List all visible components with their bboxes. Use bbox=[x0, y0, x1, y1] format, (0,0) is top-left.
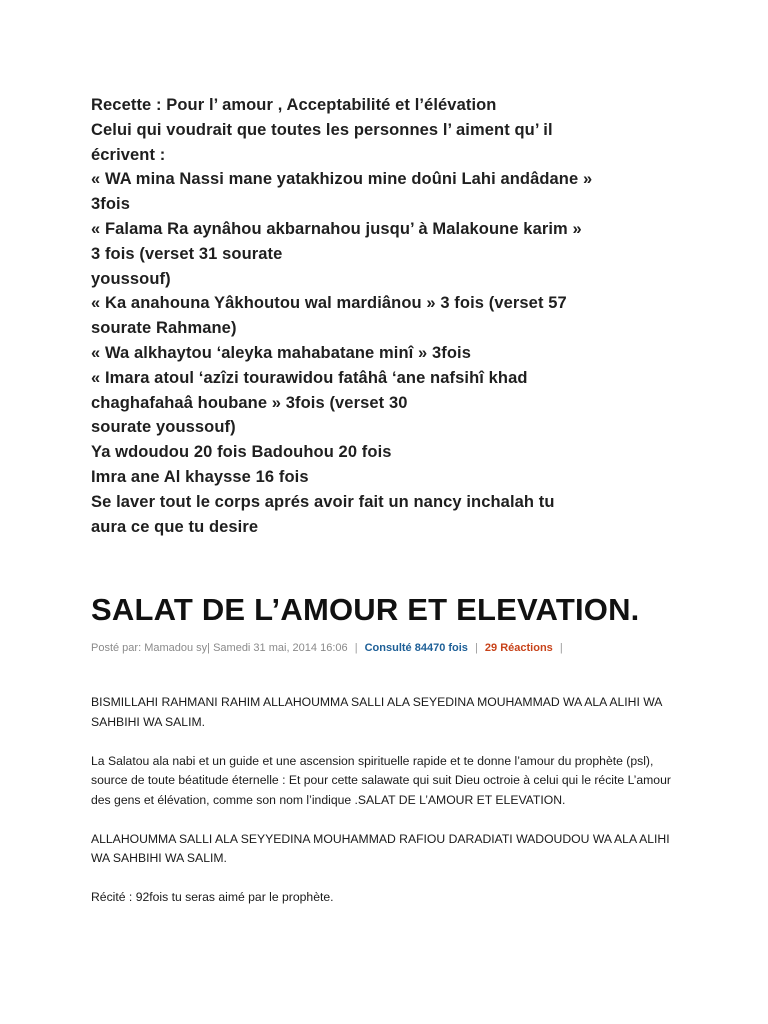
article-paragraph: BISMILLAHI RAHMANI RAHIM ALLAHOUMMA SALLI ALA SEYEDINA MOUHAMMAD WA ALA ALIHI WA SAHBIHI WA SALIM. bbox=[91, 695, 662, 729]
recipe-line: aura ce que tu desire bbox=[91, 517, 259, 536]
recipe-line: « Ka anahouna Yâkhoutou wal mardiânou » 3 fois (verset 57 bbox=[91, 294, 567, 313]
recipe-line: Celui qui voudrait que toutes les personnes l’ aiment qu’ il bbox=[91, 120, 553, 139]
recipe-line: sourate Rahmane) bbox=[91, 319, 237, 338]
recipe-line: Ya wdoudou 20 fois Badouhou 20 fois bbox=[91, 443, 392, 462]
recipe-line: « Imara atoul ‘azîzi tourawidou fatâhâ ‘ane nafsihî khad bbox=[91, 368, 528, 387]
recipe-line: chaghafahaâ houbane » 3fois (verset 30 bbox=[91, 393, 408, 412]
recipe-line: Imra ane Al khaysse 16 fois bbox=[91, 467, 309, 486]
article-title: SALAT DE L’AMOUR ET ELEVATION. bbox=[91, 592, 640, 627]
recipe-line: Recette : Pour l’ amour , Acceptabilité et l’élévation bbox=[91, 96, 497, 114]
reactions-link[interactable]: 29 Réactions bbox=[484, 642, 553, 654]
recipe-block bbox=[91, 93, 691, 539]
view-count-link[interactable]: Consulté 84470 fois bbox=[364, 642, 468, 654]
meta-separator: | bbox=[354, 642, 358, 654]
meta-separator: | bbox=[559, 642, 563, 654]
recipe-line: écrivent : bbox=[91, 145, 166, 164]
recipe-line: Se laver tout le corps aprés avoir fait un nancy inchalah tu bbox=[91, 492, 555, 511]
recipe-line: sourate youssouf) bbox=[91, 418, 236, 437]
article-meta bbox=[91, 642, 567, 654]
recipe-line: « WA mina Nassi mane yatakhizou mine doûni Lahi andâdane » bbox=[91, 170, 593, 189]
article-paragraph: ALLAHOUMMA SALLI ALA SEYYEDINA MOUHAMMAD RAFIOU DARADIATI WADOUDOU WA ALA ALIHI WA SAHBIHI WA SALIM. bbox=[91, 831, 670, 865]
posted-by: Posté par: Mamadou sy| Samedi 31 mai, 2014 16:06 bbox=[91, 642, 348, 654]
article-paragraph: La Salatou ala nabi et un guide et une ascension spirituelle rapide et te donne l’amour du prophète (psl), source de toute béatitude éternelle : Et pour cette salawate qui suit Dieu octroie à celui qui le récite L’amour des gens et élévation, comme son nom l’indique .SALAT DE L’AMOUR ET ELEVATION. bbox=[91, 753, 671, 807]
article-paragraph: Récité : 92fois tu seras aimé par le prophète. bbox=[91, 890, 334, 904]
recipe-line: « Falama Ra aynâhou akbarnahou jusqu’ à Malakoune karim » bbox=[91, 219, 582, 238]
recipe-line: youssouf) bbox=[91, 269, 171, 288]
recipe-line: 3fois bbox=[91, 195, 131, 214]
meta-separator: | bbox=[475, 642, 478, 654]
article-body bbox=[91, 693, 681, 927]
recipe-line: 3 fois (verset 31 sourate bbox=[91, 244, 283, 263]
recipe-line: « Wa alkhaytou ‘aleyka mahabatane minî » 3fois bbox=[91, 343, 471, 362]
